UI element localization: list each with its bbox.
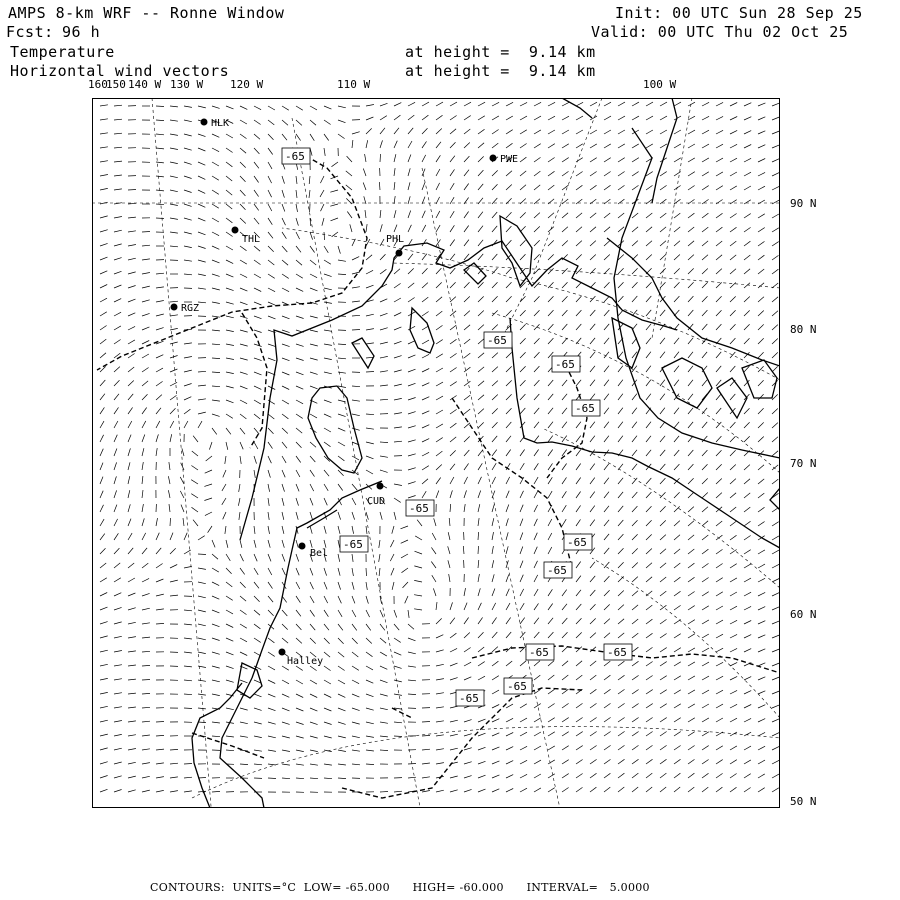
- contour-footer: CONTOURS: UNITS=°C LOW= -65.000 HIGH= -60.000 INTERVAL= 5.0000: [150, 881, 650, 894]
- wind-vector: [156, 722, 164, 723]
- field-temperature: Temperature: [10, 43, 115, 61]
- lon-label-140w: 140 W: [128, 78, 162, 91]
- wind-vector: [366, 568, 367, 576]
- wind-vector: [198, 554, 206, 555]
- wind-vector: [156, 106, 164, 107]
- lat-label-80n: 80 N: [790, 323, 817, 336]
- station-hlk-label: HLK: [211, 118, 230, 129]
- station-bel-dot: [299, 543, 306, 550]
- station-cud-dot: [377, 483, 384, 490]
- station-rgz-dot: [171, 304, 178, 311]
- lon-label-110w: 110 W: [337, 78, 371, 91]
- lat-label-70n: 70 N: [790, 457, 817, 470]
- contour-label: -65: [285, 150, 305, 163]
- wind-vector: [184, 708, 192, 709]
- lon-label-100w: 100 W: [643, 78, 677, 91]
- station-halley-dot: [279, 649, 286, 656]
- station-rgz-label: RGZ: [181, 303, 200, 314]
- station-halley-label: Halley: [287, 656, 324, 667]
- wind-vector: [156, 218, 164, 219]
- contour-label: -65: [575, 402, 595, 415]
- temperature-height: at height = 9.14 km: [405, 43, 596, 61]
- wind-vector: [142, 680, 150, 681]
- contour-label: -65: [459, 692, 479, 705]
- wind-vector: [380, 792, 388, 793]
- contour-label: -65: [567, 536, 587, 549]
- forecast-hour: 96 h: [62, 23, 101, 41]
- station-phl-label: PHL: [386, 234, 405, 245]
- contour-label: -65: [607, 646, 627, 659]
- lon-label-160: 160: [88, 78, 108, 91]
- station-thl-dot: [232, 227, 239, 234]
- wind-vector: [422, 722, 430, 723]
- map-plot: [92, 98, 780, 808]
- wind-vector: [128, 190, 136, 191]
- station-phl-dot: [396, 250, 403, 257]
- contour-label: -65: [409, 502, 429, 515]
- lat-label-60n: 60 N: [790, 608, 817, 621]
- init-time: Init: 00 UTC Sun 28 Sep 25: [615, 4, 863, 22]
- station-thl-label: THL: [242, 234, 261, 245]
- lat-label-90n: 90 N: [790, 197, 817, 210]
- contour-label: -65: [547, 564, 567, 577]
- valid-time: Valid: 00 UTC Thu 02 Oct 25: [591, 23, 849, 41]
- field-wind: Horizontal wind vectors: [10, 62, 230, 80]
- contour-label: -65: [507, 680, 527, 693]
- station-pwe-dot: [490, 155, 497, 162]
- contour-label: -65: [555, 358, 575, 371]
- wind-vector: [394, 736, 402, 737]
- map-title: AMPS 8-km WRF -- Ronne Window: [8, 4, 285, 22]
- wind-vector: [142, 232, 150, 233]
- wind-vector: [478, 546, 479, 554]
- wind-vector: [268, 778, 276, 779]
- station-cud-label: CUD: [367, 496, 386, 507]
- wind-vector: [380, 154, 381, 162]
- lon-label-130w: 130 W: [170, 78, 204, 91]
- contour-label: -65: [343, 538, 363, 551]
- lat-label-50n: 50 N: [790, 795, 817, 808]
- lon-label-120w: 120 W: [230, 78, 264, 91]
- contour-label: -65: [529, 646, 549, 659]
- wind-vector: [170, 518, 171, 526]
- wind-vector: [352, 330, 360, 331]
- station-pwe-label: PWE: [500, 154, 519, 165]
- forecast-label: Fcst:: [6, 23, 54, 41]
- wind-vector: [184, 764, 192, 765]
- lon-label-150: 150: [106, 78, 126, 91]
- station-hlk-dot: [201, 119, 208, 126]
- station-bel-label: Bel: [310, 548, 329, 559]
- contour-label: -65: [487, 334, 507, 347]
- wind-height: at height = 9.14 km: [405, 62, 596, 80]
- wind-vector: [366, 372, 374, 373]
